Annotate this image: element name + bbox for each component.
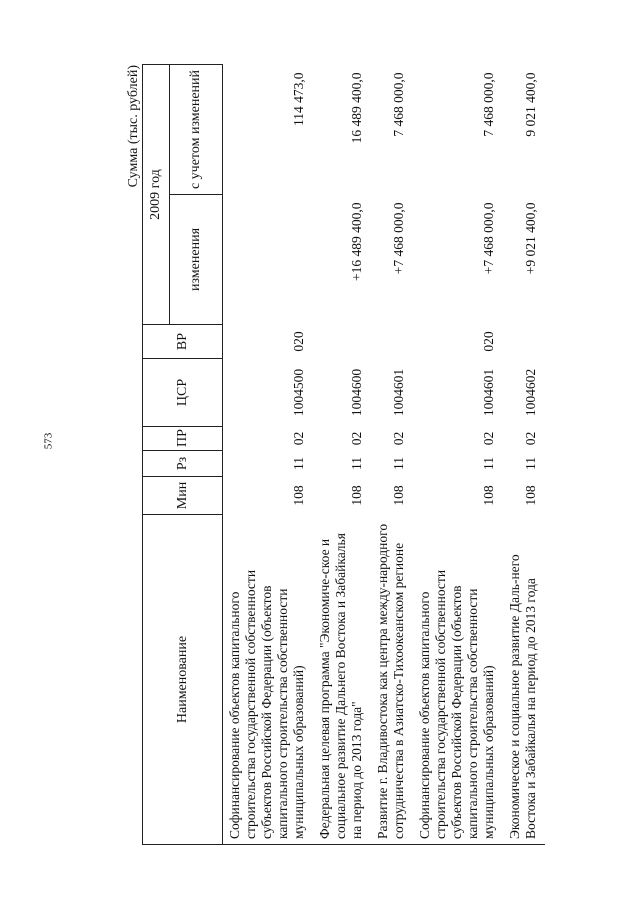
row-pr: 02 — [523, 431, 538, 446]
row-csr: 1004600 — [349, 368, 364, 417]
row-min: 108 — [349, 485, 364, 506]
row-rz: 11 — [291, 457, 306, 470]
col-changes-header: изменения — [170, 195, 223, 325]
row-pr: 02 — [349, 431, 364, 446]
row-vr: 020 — [481, 331, 496, 352]
table-row — [503, 65, 545, 845]
col-min-header: Мин — [143, 477, 223, 515]
row-min: 108 — [523, 485, 538, 506]
row-total: 7 468 000,0 — [481, 72, 496, 137]
col-csr-header: ЦСР — [143, 359, 223, 427]
row-pr: 02 — [291, 431, 306, 446]
row-change: +16 489 400,0 — [349, 202, 364, 281]
row-rz: 11 — [481, 457, 496, 470]
row-min: 108 — [391, 485, 406, 506]
budget-table — [142, 64, 545, 845]
row-min: 108 — [291, 485, 306, 506]
rotated-table-region — [126, 65, 538, 845]
row-csr: 1004500 — [291, 368, 306, 417]
row-name: Софинансирование объектов капитального строительства государственной собственности субъектов Российской Федерации (объектов капитального строительства собственности муниципальных образований) — [223, 515, 314, 845]
row-name: Развитие г. Владивостока как центра между-народного сотрудничества в Азиатско-Тихоокеанском регионе — [371, 515, 413, 845]
row-name: Экономическое и социальное развитие Даль-него Востока и Забайкалья на период до 2013 года — [503, 515, 545, 845]
col-year-header: 2009 год — [143, 65, 170, 325]
col-with-changes-header: с учетом изменений — [170, 65, 223, 195]
row-pr: 02 — [481, 431, 496, 446]
col-rz-header: Рз — [143, 451, 223, 477]
row-name: Софинансирование объектов капитального строительства государственной собственности субъектов Российской Федерации (объектов капитального строительства собственности муниципальных образований) — [413, 515, 503, 845]
row-name: Федеральная целевая программа "Экономиче-ское и социальное развитие Дальнего Востока и Забайкалья на период до 2013 года" — [313, 515, 371, 845]
row-min: 108 — [481, 485, 496, 506]
row-pr: 02 — [391, 431, 406, 446]
row-change — [223, 195, 314, 325]
row-csr: 1004602 — [523, 368, 538, 417]
row-rz: 11 — [391, 457, 406, 470]
page-number: 573 — [42, 432, 55, 450]
row-total: 16 489 400,0 — [349, 72, 364, 144]
col-name-header: Наименование — [143, 515, 223, 845]
table-row — [413, 65, 503, 845]
row-vr — [313, 325, 371, 359]
row-csr: 1004601 — [391, 368, 406, 417]
row-rz: 11 — [349, 457, 364, 470]
table-header — [143, 65, 223, 845]
row-change: +9 021 400,0 — [523, 202, 538, 275]
row-rz: 11 — [523, 457, 538, 470]
row-vr: 020 — [291, 331, 306, 352]
table-row — [313, 65, 371, 845]
row-change: +7 468 000,0 — [391, 202, 406, 275]
row-vr — [503, 325, 545, 359]
col-pr-header: ПР — [143, 427, 223, 451]
row-total: 9 021 400,0 — [523, 72, 538, 137]
row-total: 114 473,0 — [291, 72, 306, 126]
row-csr: 1004601 — [481, 368, 496, 417]
row-vr — [371, 325, 413, 359]
row-total: 7 468 000,0 — [391, 72, 406, 137]
row-change: +7 468 000,0 — [481, 202, 496, 275]
units-caption: Сумма (тыс. рублей) — [126, 65, 141, 188]
table-row — [371, 65, 413, 845]
col-vr-header: ВР — [143, 325, 223, 359]
table-row — [223, 65, 314, 845]
